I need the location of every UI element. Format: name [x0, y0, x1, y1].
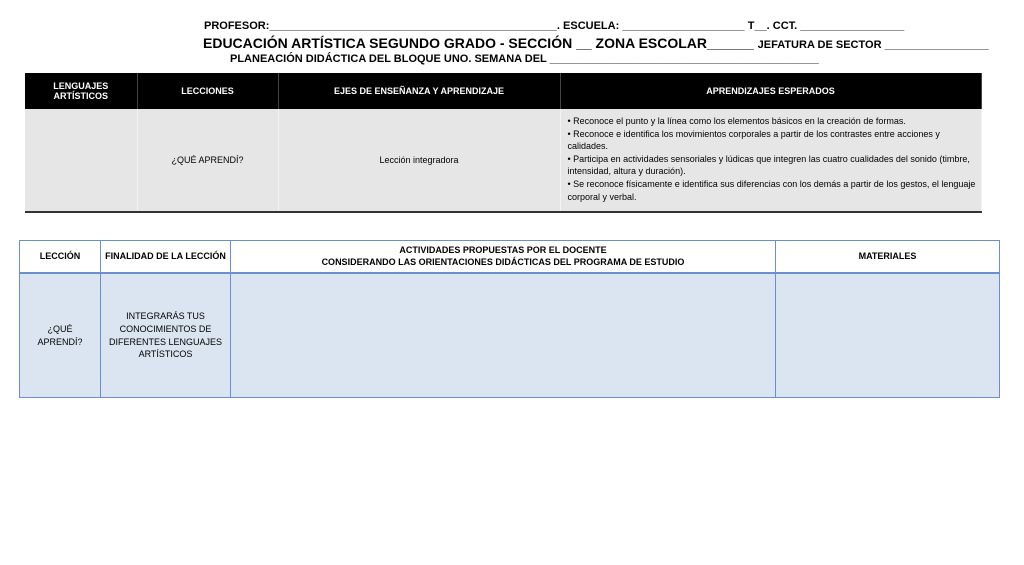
actividades-header-line1: ACTIVIDADES PROPUESTAS POR EL DOCENTE — [399, 245, 607, 255]
cell-aprendizajes — [560, 109, 981, 212]
col-header-lecciones: LECCIONES — [137, 73, 278, 109]
col-header-leccion: LECCIÓN — [20, 241, 101, 274]
header-title-main: EDUCACIÓN ARTÍSTICA SEGUNDO GRADO - SECCIÓN __ ZONA ESCOLAR______ — [203, 35, 758, 51]
col-header-actividades — [231, 241, 776, 274]
table-header-row — [20, 241, 1000, 274]
cell-actividades[interactable] — [231, 273, 776, 398]
header-planeacion-line: PLANEACIÓN DIDÁCTICA DEL BLOQUE UNO. SEMANA DEL ____________________________________________ — [230, 53, 819, 65]
lesson-activities-table — [19, 240, 1000, 398]
aprendizaje-item: • Se reconoce físicamente e identifica sus diferencias con los demás a partir de los gestos, el lenguaje corporal y verbal. — [567, 178, 976, 202]
aprendizaje-item: • Reconoce e identifica los movimientos corporales a partir de los contrastes entre acciones y calidades. — [567, 128, 940, 152]
cell-lenguajes — [25, 109, 137, 212]
table-row — [20, 273, 1000, 398]
cell-materiales[interactable] — [776, 273, 1000, 398]
table-header-row — [25, 73, 981, 109]
actividades-header-line2: CONSIDERANDO LAS ORIENTACIONES DIDÁCTICAS DEL PROGRAMA DE ESTUDIO — [321, 256, 685, 267]
col-header-materiales: MATERIALES — [776, 241, 1000, 274]
cell-ejes: Lección integradora — [278, 109, 560, 212]
col-header-lenguajes: LENGUAJES ARTÍSTICOS — [25, 73, 137, 109]
col-header-ejes: EJES DE ENSEÑANZA Y APRENDIZAJE — [278, 73, 560, 109]
col-header-aprendizajes: APRENDIZAJES ESPERADOS — [560, 73, 981, 109]
header-profesor-line: PROFESOR:_______________________________________________. ESCUELA: ____________________ T__. CCT. _________________ — [204, 20, 905, 32]
cell-leccion: ¿QUÉ APRENDÍ? — [20, 273, 101, 398]
col-header-finalidad: FINALIDAD DE LA LECCIÓN — [101, 241, 231, 274]
aprendizaje-item: • Reconoce el punto y la línea como los elementos básicos en la creación de formas. — [567, 116, 906, 126]
aprendizaje-item: • Participa en actividades sensoriales y lúdicas que integren las cuatro cualidades del sonido (timbre, intensidad, altura y duración). — [567, 153, 970, 177]
header-title-line — [203, 35, 989, 51]
cell-finalidad: INTEGRARÁS TUS CONOCIMIENTOS DE DIFERENTES LENGUAJES ARTÍSTICOS — [101, 273, 231, 398]
expected-learning-table — [25, 73, 982, 213]
header-jefatura: JEFATURA DE SECTOR _________________ — [757, 39, 989, 51]
table-row — [25, 109, 981, 212]
cell-lecciones: ¿QUÉ APRENDÍ? — [137, 109, 278, 212]
